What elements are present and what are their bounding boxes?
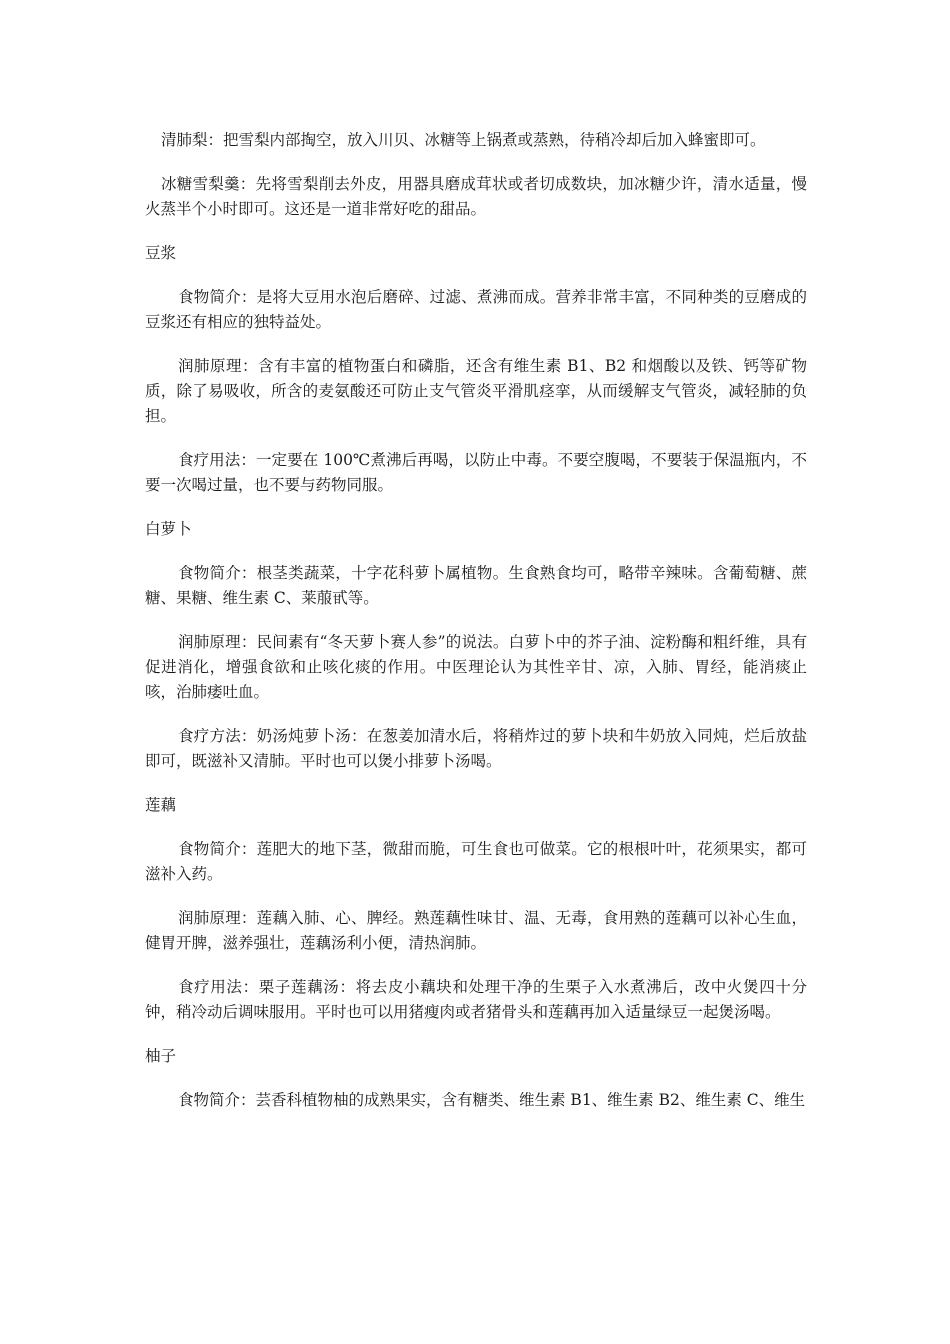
paragraph-qingfeili: 清肺梨：把雪梨内部掏空，放入川贝、冰糖等上锅煮或蒸熟，待稍冷却后加入蜂蜜即可。 [161, 131, 766, 149]
section-heading-lotus-root: 莲藕 [145, 796, 177, 814]
paragraph-radish-intro: 食物简介：根茎类蔬菜，十字花科萝卜属植物。生食熟食均可，略带辛辣味。含葡萄糖、蔗糖、果糖、维生素 C、莱菔甙等。 [145, 564, 807, 607]
paragraph-bingtang-xueli-geng: 冰糖雪梨羹：先将雪梨削去外皮，用器具磨成茸状或者切成数块，加冰糖少许，清水适量，慢火蒸半个小时即可。这还是一道非常好吃的甜品。 [145, 175, 807, 218]
paragraph-lotus-principle: 润肺原理：莲藕入肺、心、脾经。熟莲藕性味甘、温、无毒，食用熟的莲藕可以补心生血，健胃开脾，滋养强壮，莲藕汤利小便，清热润肺。 [145, 909, 807, 952]
paragraph-soymilk-principle: 润肺原理：含有丰富的植物蛋白和磷脂，还含有维生素 B1、B2 和烟酸以及铁、钙等矿物质，除了易吸收，所含的麦氨酸还可防止支气管炎平滑肌痉挛，从而缓解支气管炎，减轻肺的负担。 [145, 357, 807, 425]
paragraph-radish-principle: 润肺原理：民间素有“冬天萝卜赛人参”的说法。白萝卜中的芥子油、淀粉酶和粗纤维，具有促进消化，增强食欲和止咳化痰的作用。中医理论认为其性辛甘、凉，入肺、胃经，能消痰止咳，治肺痿吐血。 [145, 633, 807, 701]
section-heading-pomelo: 柚子 [145, 1047, 177, 1065]
paragraph-pomelo-intro: 食物简介：芸香科植物柚的成熟果实，含有糖类、维生素 B1、维生素 B2、维生素 C、维生 [178, 1091, 806, 1109]
paragraph-soymilk-usage: 食疗用法：一定要在 100℃煮沸后再喝，以防止中毒。不要空腹喝，不要装于保温瓶内，不要一次喝过量，也不要与药物同服。 [145, 451, 807, 494]
paragraph-soymilk-intro: 食物简介：是将大豆用水泡后磨碎、过滤、煮沸而成。营养非常丰富，不同种类的豆磨成的豆浆还有相应的独特益处。 [145, 288, 807, 331]
paragraph-lotus-usage: 食疗用法：栗子莲藕汤：将去皮小藕块和处理干净的生栗子入水煮沸后，改中火煲四十分钟，稍冷动后调味服用。平时也可以用猪瘦肉或者猪骨头和莲藕再加入适量绿豆一起煲汤喝。 [145, 978, 807, 1021]
section-heading-radish: 白萝卜 [145, 520, 192, 538]
paragraph-radish-usage: 食疗方法：奶汤炖萝卜汤：在葱姜加清水后，将稍炸过的萝卜块和牛奶放入同炖，烂后放盐即可，既滋补又清肺。平时也可以煲小排萝卜汤喝。 [145, 727, 807, 770]
document-page [145, 128, 807, 1132]
paragraph-lotus-intro: 食物简介：莲肥大的地下茎，微甜而脆，可生食也可做菜。它的根根叶叶，花须果实，都可滋补入药。 [145, 840, 807, 883]
section-heading-soymilk: 豆浆 [145, 244, 177, 262]
